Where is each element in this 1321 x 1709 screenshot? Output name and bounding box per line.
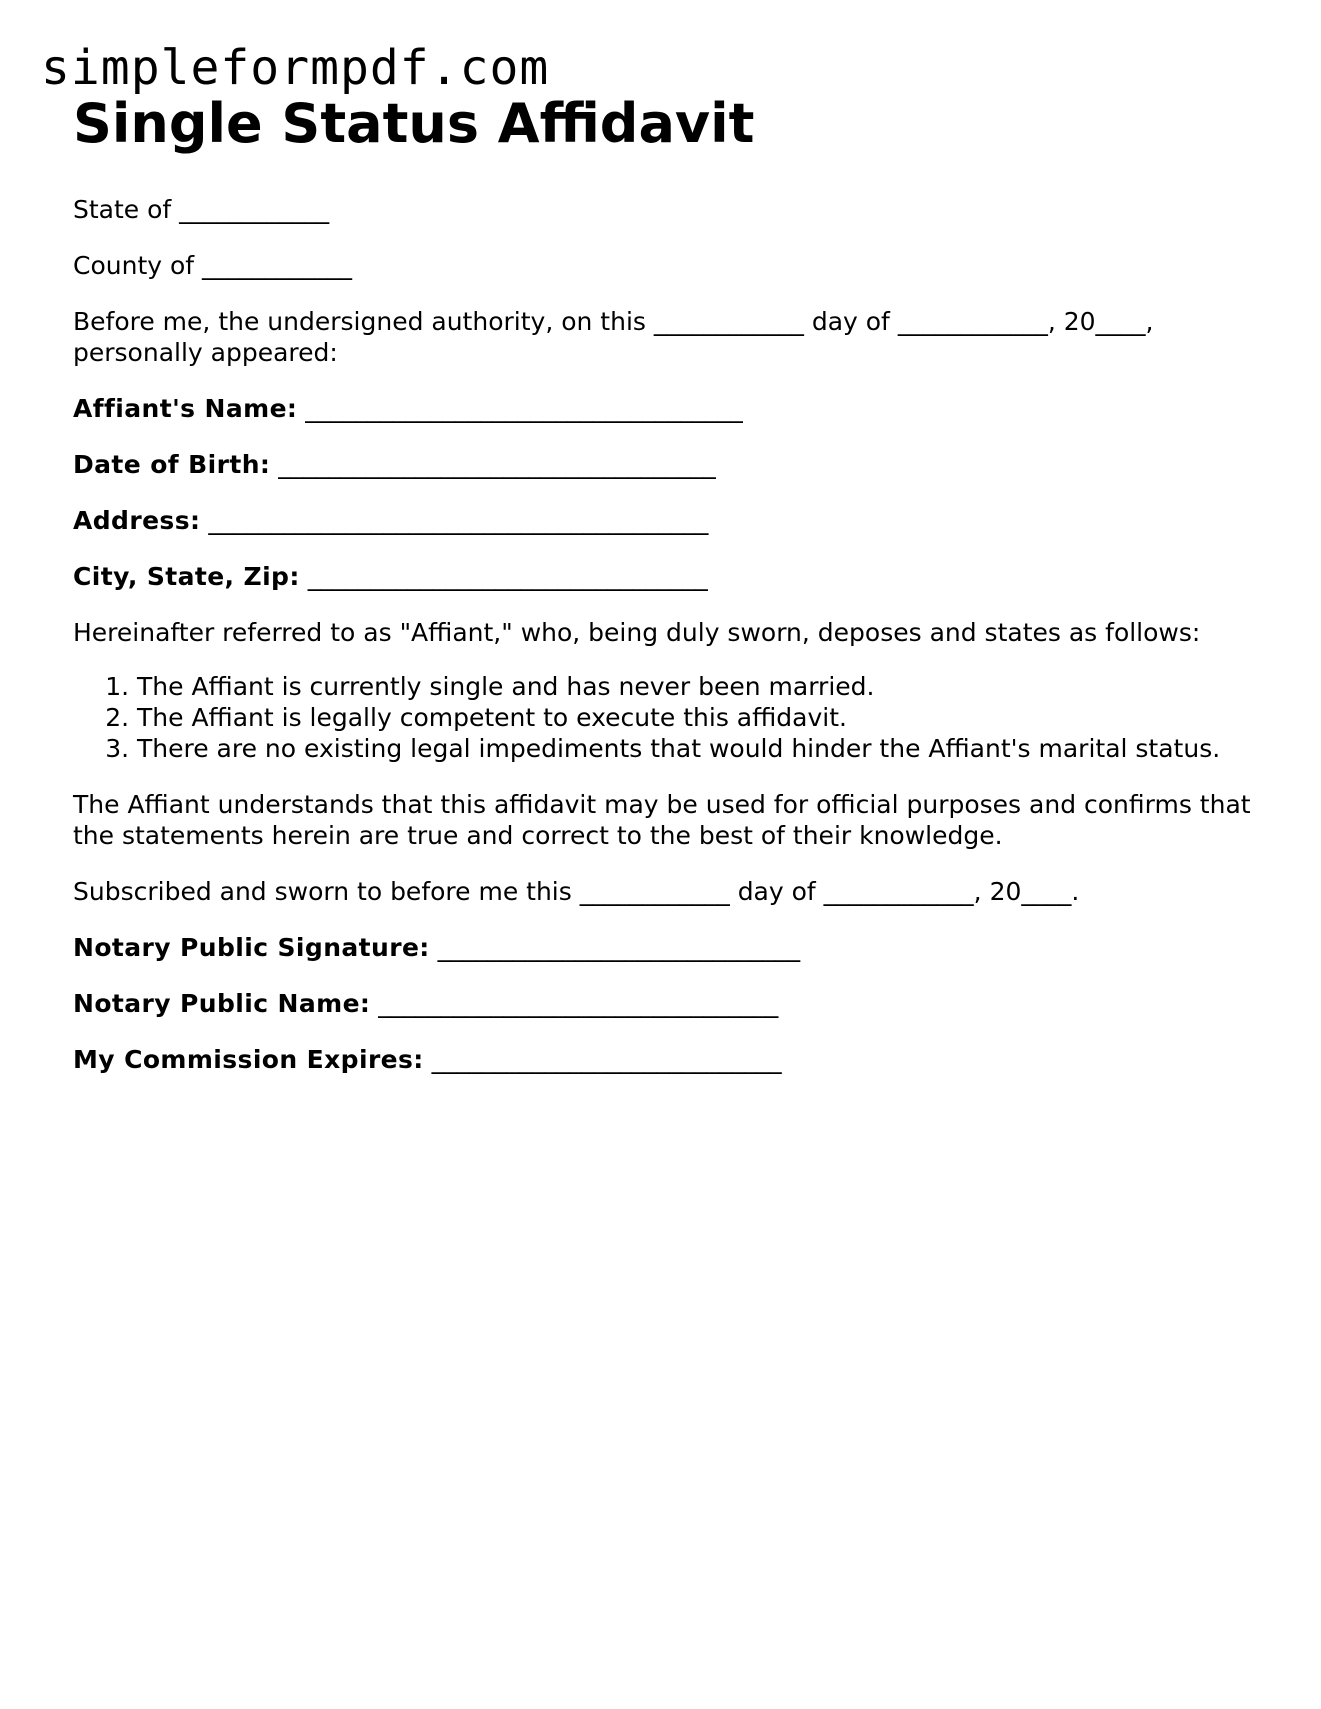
county-line [73,250,1263,281]
appearance-year-prefix: , 20 [1047,307,1096,336]
field-label: My Commission Expires: [73,1045,424,1074]
subscribed-month-blank[interactable]: ____________ [823,877,974,906]
field-label: City, State, Zip: [73,562,300,591]
date-of-birth-blank[interactable]: ___________________________________ [278,450,716,479]
statements-list [73,671,1263,764]
notary-name-blank[interactable]: ________________________________ [378,989,779,1018]
field-city-state-zip [73,561,1263,592]
list-item: 3. There are no existing legal impediments that would hinder the Affiant's marital status. [137,733,1263,764]
subscribed-prefix: Subscribed and sworn to before me this [73,877,572,906]
field-label: Notary Public Signature: [73,933,430,962]
field-date-of-birth [73,449,1263,480]
affiant-name-blank[interactable]: ___________________________________ [305,394,743,423]
address-blank[interactable]: ________________________________________ [208,506,709,535]
field-address [73,505,1263,536]
appearance-paragraph [73,306,1263,368]
page-title: Single Status Affidavit [73,92,755,155]
list-item: 1. The Affiant is currently single and has never been married. [137,671,1263,702]
county-blank[interactable]: ____________ [202,251,353,280]
appearance-year-blank[interactable]: ____ [1095,307,1146,336]
field-label: Date of Birth: [73,450,271,479]
subscribed-suffix: . [1071,877,1080,906]
county-label: County of [73,251,195,280]
appearance-prefix: Before me, the undersigned authority, on this [73,307,646,336]
commission-expires-blank[interactable]: ____________________________ [431,1045,782,1074]
field-label: Notary Public Name: [73,989,371,1018]
state-blank[interactable]: ____________ [179,195,330,224]
affidavit-document [73,92,1263,1075]
field-notary-signature [73,932,1263,963]
subscribed-day-of: day of [737,877,816,906]
field-notary-name [73,988,1263,1019]
field-commission-expires [73,1044,1263,1075]
understanding-paragraph: The Affiant understands that this affidavit may be used for official purposes and confirms that the statements herein are true and correct to the best of their knowledge. [73,790,1251,850]
appearance-month-blank[interactable]: ____________ [897,307,1048,336]
appearance-day-blank[interactable]: ____________ [653,307,804,336]
subscribed-day-blank[interactable]: ____________ [579,877,730,906]
appearance-day-of: day of [811,307,890,336]
field-label: Address: [73,506,201,535]
field-affiant-name [73,393,1263,424]
intro-paragraph: Hereinafter referred to as "Affiant," who, being duly sworn, deposes and states as follows: [73,618,1201,647]
list-item: 2. The Affiant is legally competent to execute this affidavit. [137,702,1263,733]
watermark: simpleformpdf.com [41,40,550,96]
appearance-suffix: , personally appeared: [73,307,1154,367]
city-state-zip-blank[interactable]: ________________________________ [307,562,708,591]
subscribed-year-blank[interactable]: ____ [1021,877,1072,906]
subscribed-line [73,876,1263,907]
field-label: Affiant's Name: [73,394,298,423]
notary-signature-blank[interactable]: _____________________________ [437,933,801,962]
state-line [73,194,1263,225]
subscribed-year-prefix: , 20 [973,877,1022,906]
state-label: State of [73,195,172,224]
